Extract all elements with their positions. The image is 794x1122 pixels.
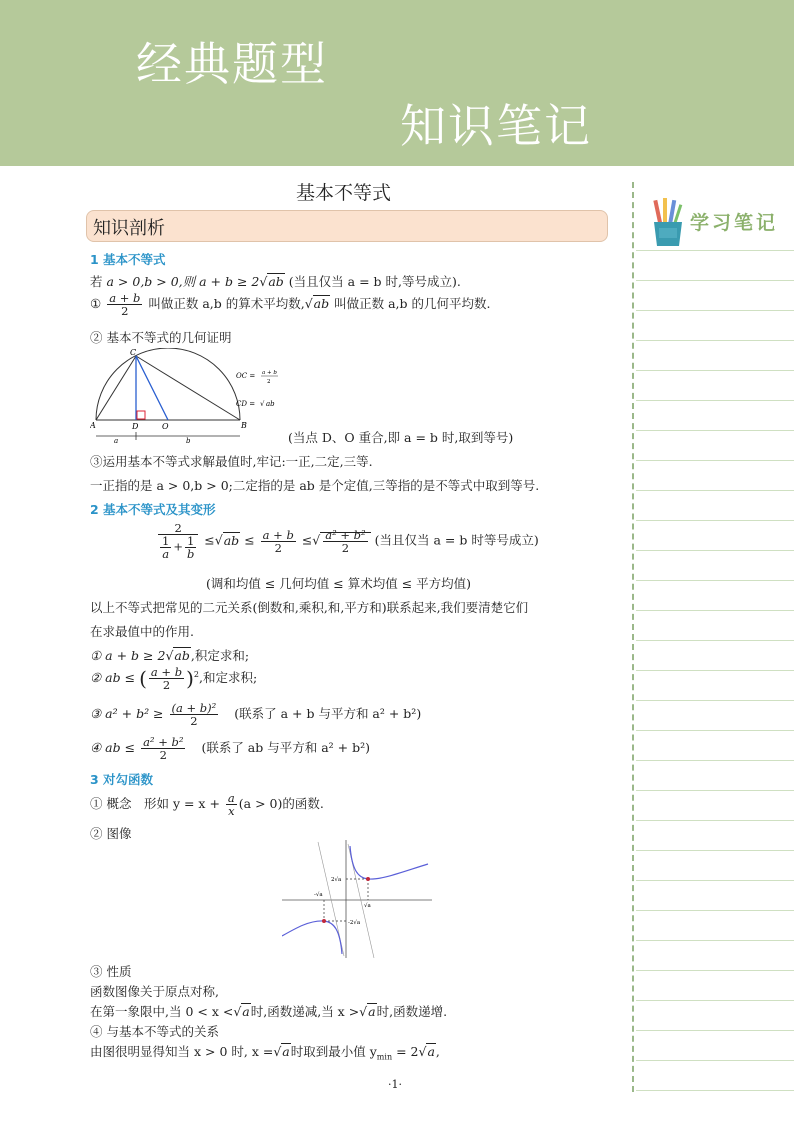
note-line [636,700,794,701]
text: 在第一象限中,当 0 < x < [90,1004,234,1019]
cd-label: CD = [236,400,256,408]
page-number: ·1· [388,1078,402,1091]
text: a > 0,b > 0,则 a + b ≥ 2 [106,274,260,289]
text: a [282,1044,290,1059]
concept-line [90,792,324,817]
text: ③ a² + b² ≥ [90,706,164,722]
label-D: D [132,422,139,431]
semicircle-diagram [90,348,290,444]
note-line [636,1030,794,1031]
note-line [636,280,794,281]
pencil-cup-icon [650,196,688,250]
text: ④ ab ≤ [90,740,136,756]
fraction [226,792,237,817]
graph-label: ② 图像 [90,826,132,841]
property-monotonic: 在第一象限中,当 0 < x <√a时,函数递减,当 x >√a时,函数递增. [90,1004,448,1019]
denominator: a [162,547,170,562]
text: 若 [90,274,103,289]
paren-close: ) [186,666,194,691]
heading-hook-function: 3 对勾函数 [90,772,154,787]
denominator: 2 [162,678,171,693]
sqrt: √ab [259,274,284,289]
note-line [636,550,794,551]
note-line [636,820,794,821]
le-symbol: ≤ [204,532,215,548]
denominator: $\frac{1}{a}$ + $\frac{1}{b}$ [162,534,195,562]
heading-variants: 2 基本不等式及其变形 [90,502,216,517]
note-line [636,490,794,491]
mean-names: (调和均值 ≤ 几何均值 ≤ 算术均值 ≤ 平方均值) [206,576,472,591]
rule-1: ① a + b ≥ 2√ab,积定求和; [90,648,250,663]
text: ab [268,274,284,289]
note-line [636,1060,794,1061]
diagram-caption: (当点 D、O 重合,即 a = b 时,取到等号) [288,430,514,445]
note-line [636,400,794,401]
note-line [636,1090,794,1091]
denominator: x [228,804,235,819]
section-header [86,210,608,242]
oc-num: a + b [262,370,277,376]
text: (联系了 a + b 与平方和 a² + b²) [234,706,422,722]
property-symmetry: 函数图像关于原点对称, [90,984,219,999]
hook-function-graph [282,840,432,958]
label-B: B [241,421,247,430]
heading-basic-inequality: 1 基本不等式 [90,252,166,267]
numerator: a + b [150,665,183,679]
note-line [636,310,794,311]
note-line [636,970,794,971]
relation-line: 由图很明显得知当 x > 0 时, x =√a时取到最小值 $y_{min} = 2√a$, [90,1044,440,1062]
oc-label: OC = [236,372,256,380]
numerator: a + b [109,291,141,305]
line-means: ① $\frac{a + b}{2}$ 叫做正数 a,b 的算术平均数,√ab 叫做正数 a,b 的几何平均数. [90,291,491,319]
text: 叫做正数 a,b 的算术平均数, [148,296,305,312]
text: ② ab ≤ [90,670,136,686]
denominator: 2 [121,304,129,319]
text: a [242,1004,250,1019]
note-line [636,580,794,581]
denominator: b [186,547,195,562]
max-point [322,919,326,923]
text: 时,函数递减,当 x > [250,1004,360,1019]
note-line [636,670,794,671]
text: 由图很明显得知当 x > 0 时, x = [90,1044,274,1059]
text: ,积定求和; [190,648,250,663]
note-line [636,520,794,521]
label-a: a [114,437,119,444]
note-line [636,790,794,791]
mean-chain: 2 $\frac{1}{a}$ + $\frac{1}{b}$ ≤√ab ≤ $\frac{a + b}{2}$ ≤√ $\frac{\text{a² + b²}}{2}$ (当且仅当 a = b 时等号成立) [156,522,539,560]
note-line [636,910,794,911]
label-A: A [90,421,96,430]
note-line [636,610,794,611]
rule-4 [90,736,370,761]
text: ,和定求积; [198,670,258,686]
denominator: 2 [190,714,198,729]
text: ① [90,296,106,312]
text: ① a + b ≥ 2 [90,648,166,663]
relation-label: ④ 与基本不等式的关系 [90,1024,219,1039]
line-rule: ③运用基本不等式求解最值时,牢记:一正,二定,三等. [90,454,373,469]
numerator: 1 [162,534,170,549]
text: 时取到最小值 y [290,1044,377,1059]
sqrt-symbol: √ [260,400,265,408]
text: (a > 0)的函数. [238,796,324,812]
banner-title-2: 知识笔记 [400,99,592,153]
fraction [261,529,296,554]
note-line [636,1000,794,1001]
numerator: (a + b)² [171,701,217,715]
text: (当且仅当 a = b 时,等号成立). [288,274,461,289]
oc-den: 2 [267,379,271,385]
note-line [636,370,794,371]
numerator: a² + b² [325,527,366,542]
fraction [160,535,171,560]
label-neg-sqrt-a: -√a [314,892,323,898]
line-geo-proof: ② 基本不等式的几何证明 [90,330,232,345]
label-C: C [130,348,137,357]
line-definition [90,272,461,290]
text: a [427,1044,435,1059]
text: (联系了 ab 与平方和 a² + b²) [201,740,370,756]
min-point [366,877,370,881]
cd-val: ab [266,400,275,408]
rule-3 [90,702,421,727]
exponent: 2 [193,669,199,679]
note-line [636,250,794,251]
numerator: 1 [186,534,195,549]
numerator: 2 [158,522,198,535]
sqrt-body [320,527,370,555]
denominator: 2 [341,540,350,555]
numerator: a [227,791,235,805]
note-line [636,760,794,761]
text: ab [174,648,190,663]
note-line [636,880,794,881]
fraction [149,666,184,691]
note-line [636,640,794,641]
label-sqrt-a: √a [364,903,371,909]
text: 叫做正数 a,b 的几何平均数. [334,296,491,312]
note-line [636,460,794,461]
numerator: a² + b² [143,735,184,749]
line-rule-explain: 一正指的是 a > 0,b > 0;二定指的是 ab 是个定值,三等指的是不等式中取到等号. [90,478,540,493]
le-symbol: ≤ [301,532,313,548]
fraction [170,702,219,727]
paragraph-2: 在求最值中的作用. [90,624,194,639]
fraction [185,535,196,560]
label-2sqrt-a: 2√a [331,877,342,883]
text: , [435,1044,440,1059]
note-line [636,850,794,851]
text: 时,函数递增. [376,1004,448,1019]
condition: (当且仅当 a = b 时等号成立) [374,532,539,548]
paren-open: ( [139,666,147,691]
property-label: ③ 性质 [90,964,132,979]
banner-title-1: 经典题型 [136,37,328,91]
fraction [323,529,367,554]
notes-divider [632,182,634,1092]
header-banner [0,0,794,166]
note-line [636,430,794,431]
paragraph-1: 以上不等式把常见的二元关系(倒数和,乘积,和,平方和)联系起来,我们要清楚它们 [90,600,529,615]
fraction [107,292,142,317]
fraction [141,736,185,761]
rule-2 [90,666,257,691]
text: = 2 [392,1044,419,1059]
denominator: 2 [159,748,167,763]
text: a [368,1004,376,1019]
note-line [636,940,794,941]
note-line [636,340,794,341]
denominator: 2 [274,540,282,555]
text: ① 概念 形如 y = x + [90,796,220,812]
text: ab [313,296,330,312]
text: ab [223,532,240,548]
note-line [636,730,794,731]
page-title: 基本不等式 [296,182,392,204]
section-label: 知识剖析 [93,218,165,239]
numerator: a + b [262,527,294,542]
label-O: O [162,422,169,431]
label-neg-2sqrt-a: -2√a [348,920,361,926]
le-symbol: ≤ [244,532,255,548]
label-b: b [186,437,191,444]
subscript: min [376,1052,393,1062]
notes-title: 学习笔记 [690,212,779,234]
harmonic-fraction [158,522,198,560]
